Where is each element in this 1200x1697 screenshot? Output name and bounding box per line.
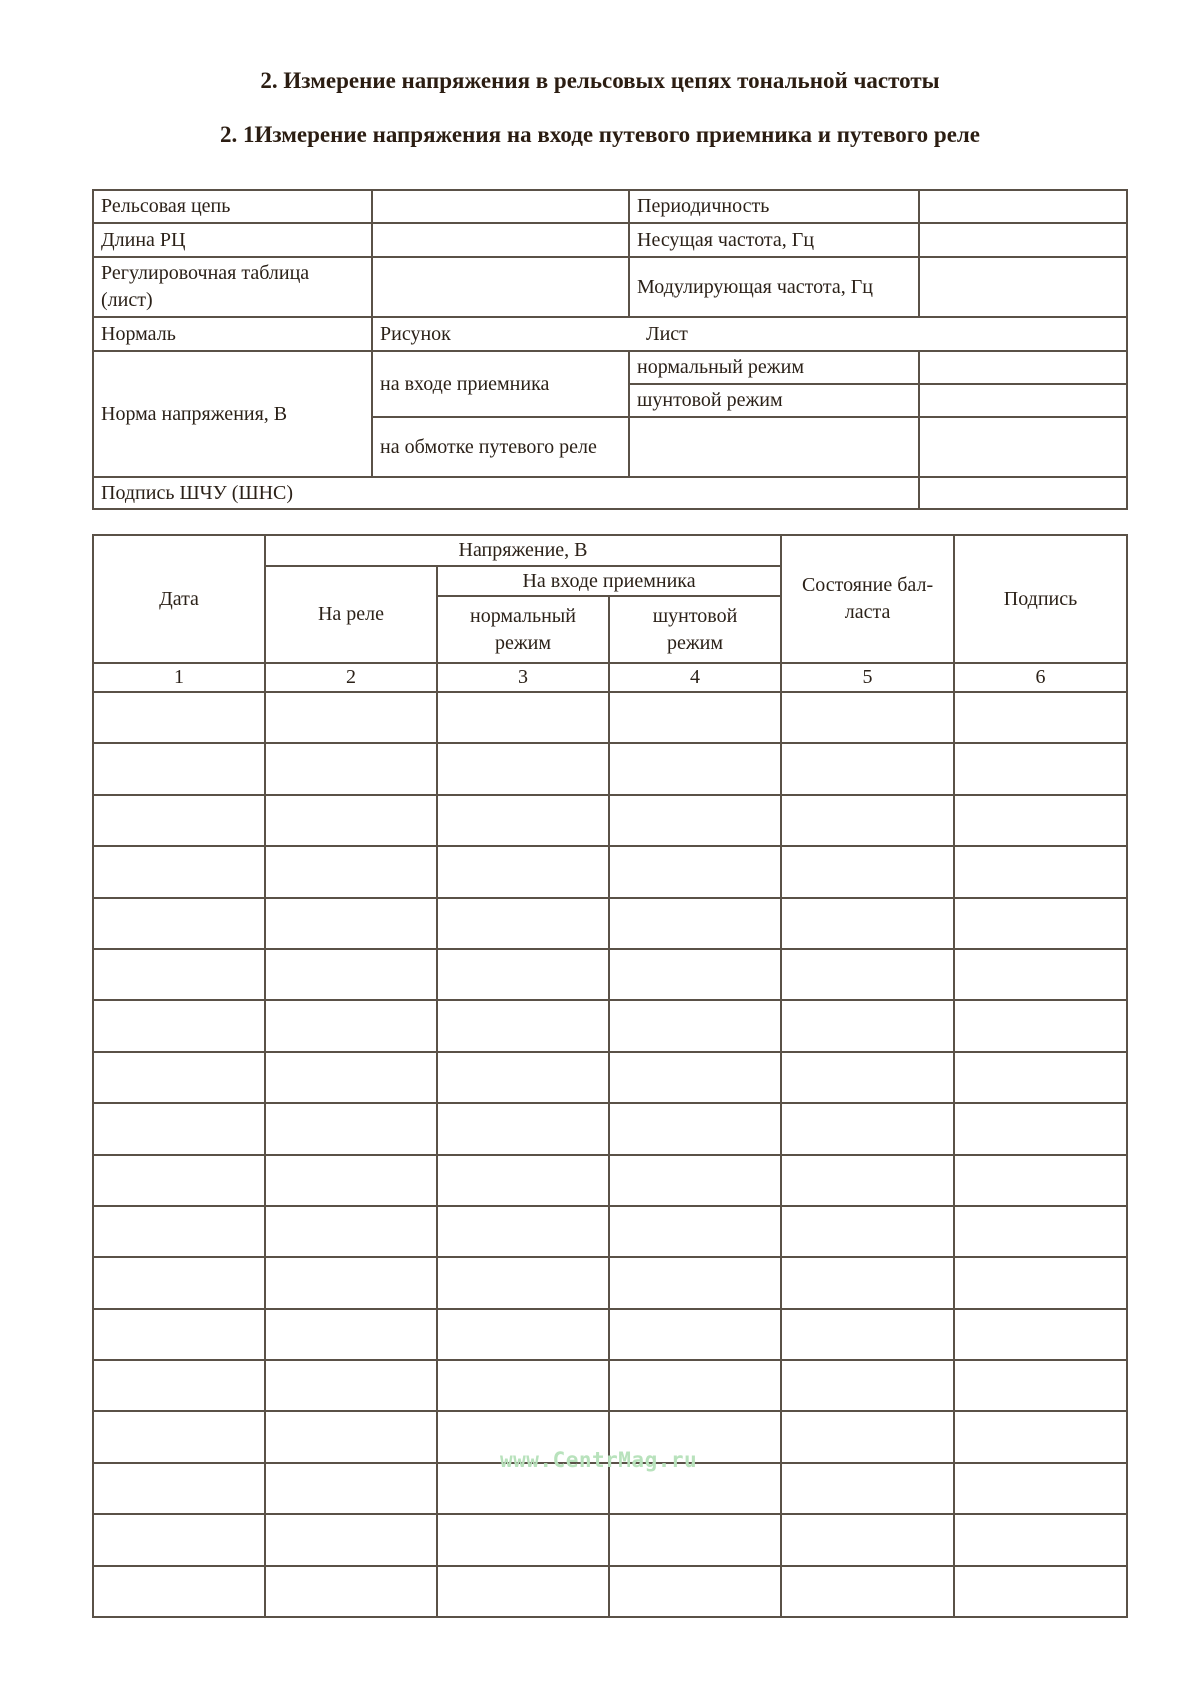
rc-length-label: Длина РЦ [93, 223, 372, 257]
relay-winding-mode-cell[interactable] [629, 417, 919, 477]
table-cell[interactable] [609, 692, 781, 743]
table-row [93, 898, 1127, 949]
table-cell[interactable] [609, 898, 781, 949]
table-row [93, 1052, 1127, 1103]
table-cell[interactable] [781, 795, 954, 846]
table-cell[interactable] [437, 1257, 609, 1308]
table-row [93, 743, 1127, 794]
column-number: 6 [954, 663, 1127, 692]
table-cell[interactable] [93, 1411, 265, 1462]
column-numbers-row [93, 663, 1127, 692]
periodicity-label: Периодичность [629, 190, 919, 223]
table-cell[interactable] [265, 1103, 437, 1154]
table-cell[interactable] [265, 949, 437, 1000]
table-cell[interactable] [954, 1463, 1127, 1514]
table-cell[interactable] [609, 1052, 781, 1103]
table-row [93, 1566, 1127, 1617]
table-cell[interactable] [781, 898, 954, 949]
table-cell[interactable] [609, 1155, 781, 1206]
column-number: 2 [265, 663, 437, 692]
table-cell[interactable] [609, 1360, 781, 1411]
table-cell[interactable] [93, 898, 265, 949]
table-cell[interactable] [93, 1155, 265, 1206]
table-cell[interactable] [781, 1411, 954, 1462]
table-row [93, 1103, 1127, 1154]
table-row [93, 1360, 1127, 1411]
table-cell[interactable] [781, 1566, 954, 1617]
table-cell[interactable] [609, 949, 781, 1000]
table-cell[interactable] [609, 1206, 781, 1257]
table-cell[interactable] [781, 743, 954, 794]
relay-winding-label: на обмотке путевого реле [372, 417, 629, 477]
table-cell[interactable] [954, 1206, 1127, 1257]
table-cell[interactable] [954, 1360, 1127, 1411]
table-cell[interactable] [437, 898, 609, 949]
relay-winding-value[interactable] [919, 417, 1127, 477]
table-cell[interactable] [609, 1257, 781, 1308]
table-cell[interactable] [265, 1514, 437, 1565]
header-receiver-input: На входе приемника [437, 566, 781, 596]
rc-length-value[interactable] [372, 223, 629, 257]
table-cell[interactable] [781, 1155, 954, 1206]
header-shunt-mode: шунтовой режим [609, 596, 781, 663]
table-cell[interactable] [437, 743, 609, 794]
table-cell[interactable] [954, 846, 1127, 897]
table-cell[interactable] [437, 1103, 609, 1154]
table-cell[interactable] [954, 743, 1127, 794]
info-table [92, 189, 1128, 510]
normal-mode-value[interactable] [919, 351, 1127, 384]
table-cell[interactable] [265, 1360, 437, 1411]
table-cell[interactable] [954, 1052, 1127, 1103]
header-on-relay: На реле [265, 566, 437, 663]
sheet-label: Лист [646, 322, 688, 345]
modulating-freq-label: Модулирующая частота, Гц [629, 257, 919, 317]
column-number: 3 [437, 663, 609, 692]
table-cell[interactable] [781, 949, 954, 1000]
table-cell[interactable] [954, 1514, 1127, 1565]
table-cell[interactable] [93, 1514, 265, 1565]
table-cell[interactable] [954, 1257, 1127, 1308]
table-cell[interactable] [265, 1257, 437, 1308]
carrier-freq-value[interactable] [919, 223, 1127, 257]
table-cell[interactable] [93, 949, 265, 1000]
header-normal-mode: нормальный режим [437, 596, 609, 663]
table-cell[interactable] [437, 1206, 609, 1257]
table-cell[interactable] [954, 1566, 1127, 1617]
table-cell[interactable] [437, 1309, 609, 1360]
table-cell[interactable] [781, 1206, 954, 1257]
table-cell[interactable] [609, 743, 781, 794]
table-cell[interactable] [609, 1103, 781, 1154]
table-row [93, 795, 1127, 846]
table-cell[interactable] [781, 692, 954, 743]
table-cell[interactable] [781, 1052, 954, 1103]
signature-value[interactable] [919, 477, 1127, 509]
table-cell[interactable] [265, 898, 437, 949]
rail-circuit-value[interactable] [372, 190, 629, 223]
table-cell[interactable] [93, 1206, 265, 1257]
table-cell[interactable] [265, 1566, 437, 1617]
table-cell[interactable] [781, 846, 954, 897]
figure-label: Рисунок [380, 322, 451, 345]
table-cell[interactable] [265, 1309, 437, 1360]
table-cell[interactable] [437, 949, 609, 1000]
table-cell[interactable] [954, 1155, 1127, 1206]
rail-circuit-label: Рельсовая цепь [93, 190, 372, 223]
table-cell[interactable] [609, 795, 781, 846]
header-voltage: Напряжение, В [265, 535, 781, 566]
table-cell[interactable] [781, 1463, 954, 1514]
table-cell[interactable] [437, 1052, 609, 1103]
shunt-mode-value[interactable] [919, 384, 1127, 417]
table-cell[interactable] [437, 795, 609, 846]
table-cell[interactable] [265, 1206, 437, 1257]
table-cell[interactable] [265, 743, 437, 794]
shunt-mode-label: шунтовой режим [629, 384, 919, 417]
signature-label: Подпись ШЧУ (ШНС) [93, 477, 919, 509]
table-cell[interactable] [954, 1103, 1127, 1154]
table-row [93, 1257, 1127, 1308]
table-cell[interactable] [437, 1514, 609, 1565]
table-cell[interactable] [93, 692, 265, 743]
normal-mode-label: нормальный режим [629, 351, 919, 384]
table-cell[interactable] [437, 1000, 609, 1051]
table-cell[interactable] [781, 1257, 954, 1308]
normal-label: Нормаль [93, 317, 372, 351]
table-cell[interactable] [93, 1052, 265, 1103]
table-cell[interactable] [265, 1000, 437, 1051]
table-row [93, 692, 1127, 743]
table-row [93, 949, 1127, 1000]
voltage-norm-label: Норма напряжения, В [93, 351, 372, 477]
table-cell[interactable] [437, 846, 609, 897]
table-cell[interactable] [265, 1411, 437, 1462]
table-cell[interactable] [93, 1257, 265, 1308]
table-cell[interactable] [93, 1566, 265, 1617]
figure-sheet-cell[interactable] [372, 317, 1127, 351]
table-cell[interactable] [437, 1566, 609, 1617]
table-cell[interactable] [781, 1514, 954, 1565]
table-cell[interactable] [265, 692, 437, 743]
table-cell[interactable] [609, 1000, 781, 1051]
table-cell[interactable] [93, 1000, 265, 1051]
header-ballast-state: Состояние бал-ласта [781, 535, 954, 663]
table-cell[interactable] [265, 1052, 437, 1103]
header-date: Дата [93, 535, 265, 663]
column-number: 1 [93, 663, 265, 692]
receiver-input-label: на входе приемника [372, 351, 629, 417]
carrier-freq-label: Несущая частота, Гц [629, 223, 919, 257]
table-row [93, 1000, 1127, 1051]
table-cell[interactable] [954, 1309, 1127, 1360]
table-cell[interactable] [781, 1360, 954, 1411]
table-row [93, 1155, 1127, 1206]
table-cell[interactable] [781, 1000, 954, 1051]
table-cell[interactable] [781, 1103, 954, 1154]
watermark: www.CentrMag.ru [500, 1448, 698, 1472]
subsection-title: 2. 1Измерение напряжения на входе путевого приемника и путевого реле [219, 122, 981, 147]
table-cell[interactable] [93, 1309, 265, 1360]
table-cell[interactable] [954, 949, 1127, 1000]
table-row [93, 1206, 1127, 1257]
table-cell[interactable] [609, 1566, 781, 1617]
table-cell[interactable] [93, 795, 265, 846]
table-cell[interactable] [609, 846, 781, 897]
table-cell[interactable] [93, 1103, 265, 1154]
table-cell[interactable] [609, 1514, 781, 1565]
table-cell[interactable] [781, 1309, 954, 1360]
adjustment-table-value[interactable] [372, 257, 629, 317]
table-cell[interactable] [954, 898, 1127, 949]
table-cell[interactable] [93, 1463, 265, 1514]
section-title: 2. Измерение напряжения в рельсовых цепях тональной частоты [260, 68, 940, 93]
table-row [93, 1309, 1127, 1360]
table-cell[interactable] [437, 692, 609, 743]
header-signature: Подпись [954, 535, 1127, 663]
table-cell[interactable] [609, 1309, 781, 1360]
table-cell[interactable] [954, 1411, 1127, 1462]
table-cell[interactable] [93, 1360, 265, 1411]
table-row [93, 846, 1127, 897]
column-number: 5 [781, 663, 954, 692]
table-cell[interactable] [954, 795, 1127, 846]
table-cell[interactable] [954, 1000, 1127, 1051]
table-cell[interactable] [265, 1463, 437, 1514]
table-cell[interactable] [437, 1155, 609, 1206]
column-number: 4 [609, 663, 781, 692]
table-cell[interactable] [954, 692, 1127, 743]
table-cell[interactable] [437, 1360, 609, 1411]
table-cell[interactable] [93, 743, 265, 794]
adjustment-table-label: Регулировочная таблица (лист) [93, 257, 372, 317]
table-cell[interactable] [265, 846, 437, 897]
table-cell[interactable] [93, 846, 265, 897]
table-row [93, 1514, 1127, 1565]
table-cell[interactable] [265, 1155, 437, 1206]
table-cell[interactable] [265, 795, 437, 846]
modulating-freq-value[interactable] [919, 257, 1127, 317]
periodicity-value[interactable] [919, 190, 1127, 223]
